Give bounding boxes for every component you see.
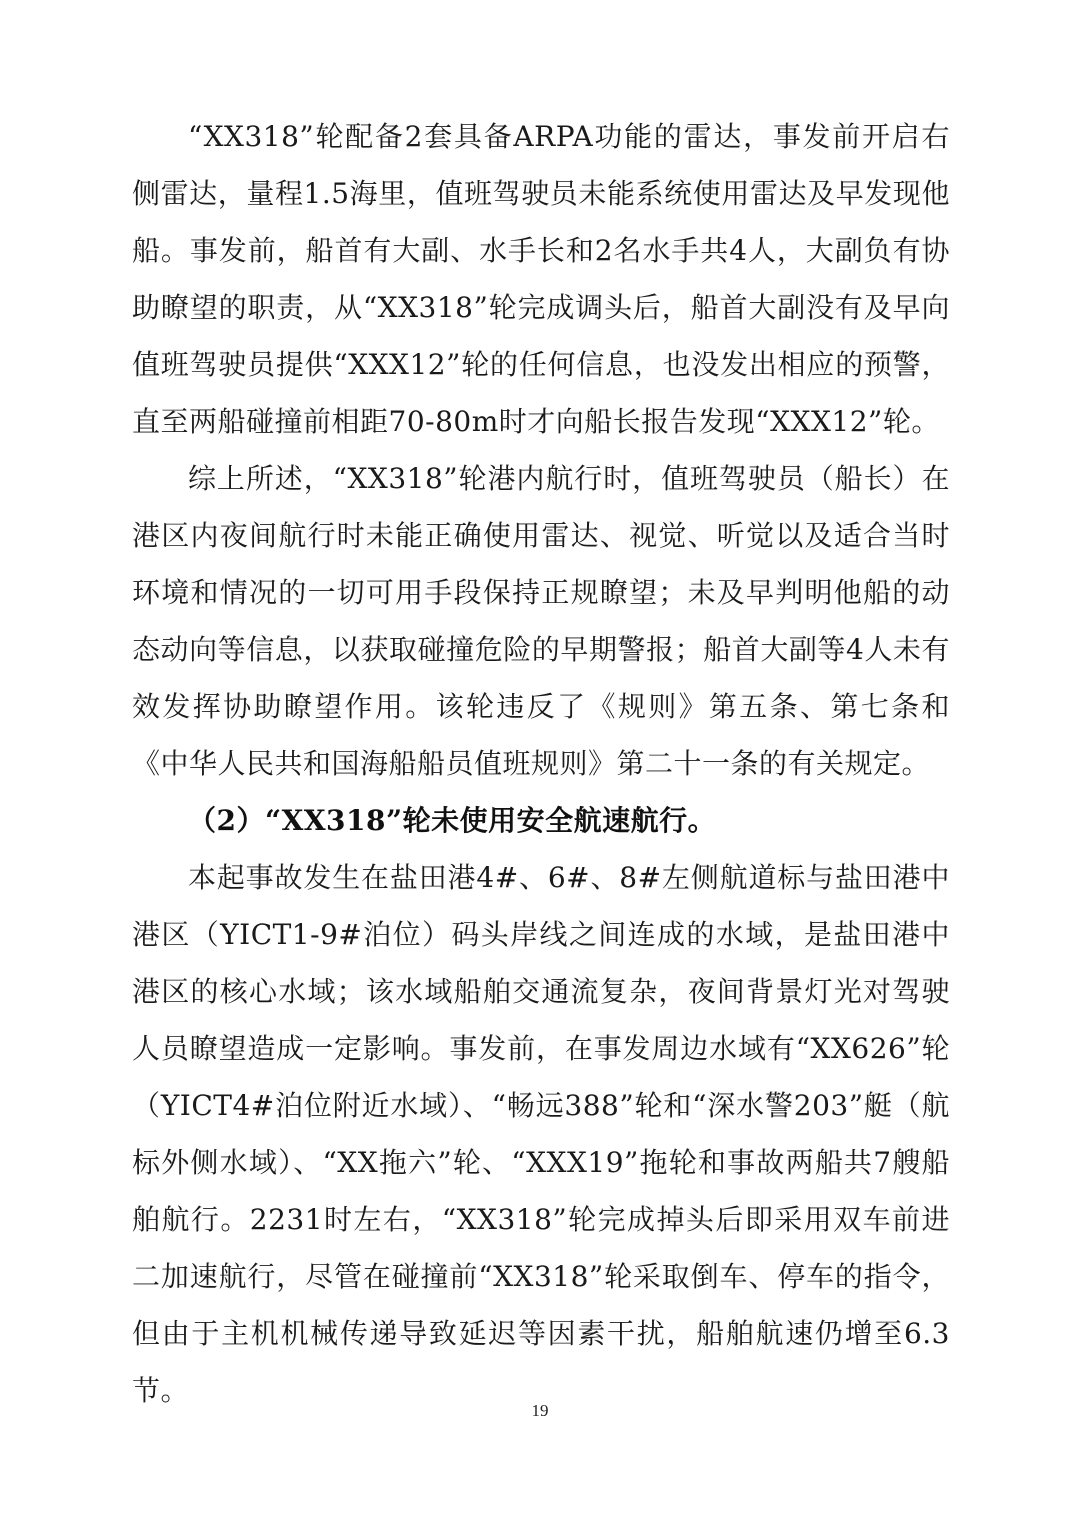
paragraph-accident-waters: 本起事故发生在盐田港4#、6#、8#左侧航道标与盐田港中港区（YICT1-9#泊位）码头岸线之间连成的水域，是盐田港中港区的核心水域；该水域船舶交通流复杂，夜间背景灯光对驾驶人员瞭望造成一定影响。事发前，在事发周边水域有“XX626”轮（YICT4#泊位附近水域）、“畅远388”轮和“深水警203”艇（航标外侧水域）、“XX拖六”轮、“XXX19”拖轮和事故两船共7艘船舶航行。2231时左右，“XX318”轮完成掉头后即采用双车前进二加速航行，尽管在碰撞前“XX318”轮采取倒车、停车的指令，但由于主机机械传递导致延迟等因素干扰，船舶航速仍增至6.3节。 (132, 861, 950, 1407)
paragraph-summary: 综上所述，“XX318”轮港内航行时，值班驾驶员（船长）在港区内夜间航行时未能正确使用雷达、视觉、听觉以及适合当时环境和情况的一切可用手段保持正规瞭望；未及早判明他船的动态动向等信息，以获取碰撞危险的早期警报；船首大副等4人未有效发挥协助瞭望作用。该轮违反了《规则》第五条、第七条和《中华人民共和国海船船员值班规则》第二十一条的有关规定。 (132, 462, 950, 780)
page-number: 19 (531, 1401, 549, 1420)
page-body (132, 108, 950, 1419)
section-heading-safe-speed: （2）“XX318”轮未使用安全航速航行。 (188, 804, 717, 837)
paragraph-radar-lookout: “XX318”轮配备2套具备ARPA功能的雷达，事发前开启右侧雷达，量程1.5海里，值班驾驶员未能系统使用雷达及早发现他船。事发前，船首有大副、水手长和2名水手共4人，大副负有协助瞭望的职责，从“XX318”轮完成调头后，船首大副没有及早向值班驾驶员提供“XXX12”轮的任何信息，也没发出相应的预警，直至两船碰撞前相距70-80m时才向船长报告发现“XXX12”轮。 (132, 120, 950, 438)
